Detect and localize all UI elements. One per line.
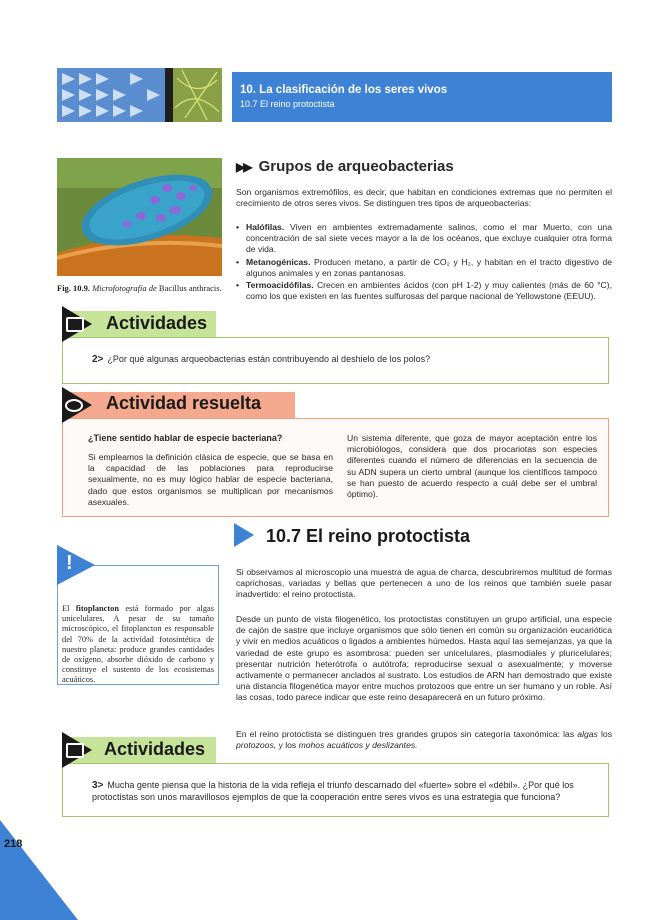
page-corner: [0, 820, 78, 920]
question-number: 3>: [92, 780, 104, 791]
list-item: • Termoacidófilas. Crecen en ambientes ácidos (con pH 1-2) y muy calientes (más de 60 °C), como los que existen en las fuentes sulfurosas del parque nacional de Yellowstone (EEUU).: [236, 280, 612, 302]
resolved-question: ¿Tiene sentido hablar de especie bacteriana?: [88, 433, 283, 443]
double-arrow-icon: ▶▶: [236, 160, 251, 174]
activity-book-icon: [66, 317, 84, 332]
resolved-answer-right: Un sistema diferente, que goza de mayor aceptación entre los microbiólogos, considera que dos procariotas son especies diferentes cuando el número de diferencias en la secuencia de su ADN supera un cierto umbral (aunque los científicos tampoco se han puesto de acuerdo respecto a cuál debe ser el umbral óptimo).: [347, 433, 597, 500]
activity-question: 3> Mucha gente piensa que la historia de la vida refleja el triunfo descarnado del «fuerte» sobre el «débil». ¿Por qué los protoctistas son unos maravillosos ejemplos de que la cooperación entre seres vivos es una estrategia que funciona?: [92, 780, 574, 802]
activities-title: Actividades: [106, 313, 208, 333]
header-pattern-image: [57, 68, 222, 122]
section-arrow-icon: [234, 523, 254, 547]
activity-question: 2> ¿Por qué algunas arqueobacterias están contribuyendo al deshielo de los polos?: [92, 354, 431, 365]
paragraph: En el reino protoctista se distinguen tres grandes grupos sin categoría taxonómica: las algas los protozoos, y los mohos acuáticos y deslizantes.: [236, 729, 613, 751]
note-term: fitoplancton: [75, 604, 120, 613]
list-item: • Metanogénicas. Producen metano, a partir de CO₂ y H₂, y habitan en el tracto digestivo de algunos animales y en zonas pantanosas.: [236, 257, 612, 279]
figure-species: Bacillus anthracis.: [158, 283, 222, 293]
micrograph-image: [57, 158, 222, 276]
arqueobacterias-intro: Son organismos extremófilos, es decir, que habitan en condiciones extremas que no permiten el crecimiento de otros seres vivos. Se distinguen tres tipos de arqueobacterias:: [236, 187, 612, 209]
section-title: 10.7 El reino protoctista: [266, 526, 471, 546]
activities-title: Actividades: [104, 739, 206, 759]
section-heading-arqueobacterias: ▶▶ Grupos de arqueobacterias: [236, 158, 454, 175]
note-icon: [57, 545, 95, 585]
resolved-answer-left: Si empleamos la definición clásica de especie, que se basa en la capacidad de las poblaciones para reproducirse sexualmente, no es muy lógico hablar de especie bacteriana, dado que estos organismos se multiplican por mecanismos asexuales.: [88, 452, 333, 507]
header-bar: [232, 72, 612, 122]
chapter-subtitle: 10.7 El reino protoctista: [240, 99, 335, 109]
resolved-activity-title: Actividad resuelta: [106, 393, 262, 413]
activity-book-icon: [66, 743, 84, 758]
figure-caption-text: Microfotografía de: [92, 283, 157, 293]
note-text: El fitoplancton está formado por algas unicelulares. A pesar de su tamaño microscópico, el fitoplancton es responsable del 70% de la actividad fotosintética de nuestro planeta: produce grandes cantidades de oxígeno, absorbe dióxido de carbono y constituye el sustento de los ecosistemas acuáticos.: [62, 604, 214, 685]
eye-shape-icon: [65, 399, 83, 412]
page-number: 218: [4, 838, 23, 850]
list-item: • Halófilas. Viven en ambientes extremadamente salinos, como el mar Muerto, con una concentración de sal siete veces mayor a la de los océanos, que excluye cualquier otra forma de vida.: [236, 222, 612, 256]
chapter-title: 10. La clasificación de los seres vivos: [240, 84, 448, 96]
exclamation-icon: !: [66, 552, 73, 574]
paragraph: Desde un punto de vista filogenético, los protoctistas constituyen un grupo artificial, una especie de cajón de sastre que incluye organismos que sólo tienen en común su organización eucariótica y vivir en medios acuáticos o ligados a ambientes húmedos. Hasta aquí las semejanzas, ya que la variedad de este grupo es asombrosa: pueden ser unicelulares, plasmodiales y pluricelulares; presentar nutrición heterótrofa o autótrofa; reproducirse sexual o asexualmente; y moverse activamente o permanecer anclados al sustrato. Los estudios de ARN han demostrado que existe una distancia filogenética mayor entre muchos protozoos que entre un ser humano y un roble. Así las cosas, todo parece indicar que este reino desaparecerá en un futuro próximo.: [236, 614, 612, 703]
arqueobacterias-list: [236, 222, 612, 303]
figure-caption: [57, 283, 222, 293]
paragraph: Si observamos al microscopio una muestra de agua de charca, descubriremos multitud de formas caprichosas, variadas y bellas que pertenecen a uno de los reinos que también suele pasar inadvertido: el reino protoctista.: [236, 567, 612, 600]
question-number: 2>: [92, 354, 104, 365]
figure-label: Fig. 10.9.: [57, 283, 91, 293]
